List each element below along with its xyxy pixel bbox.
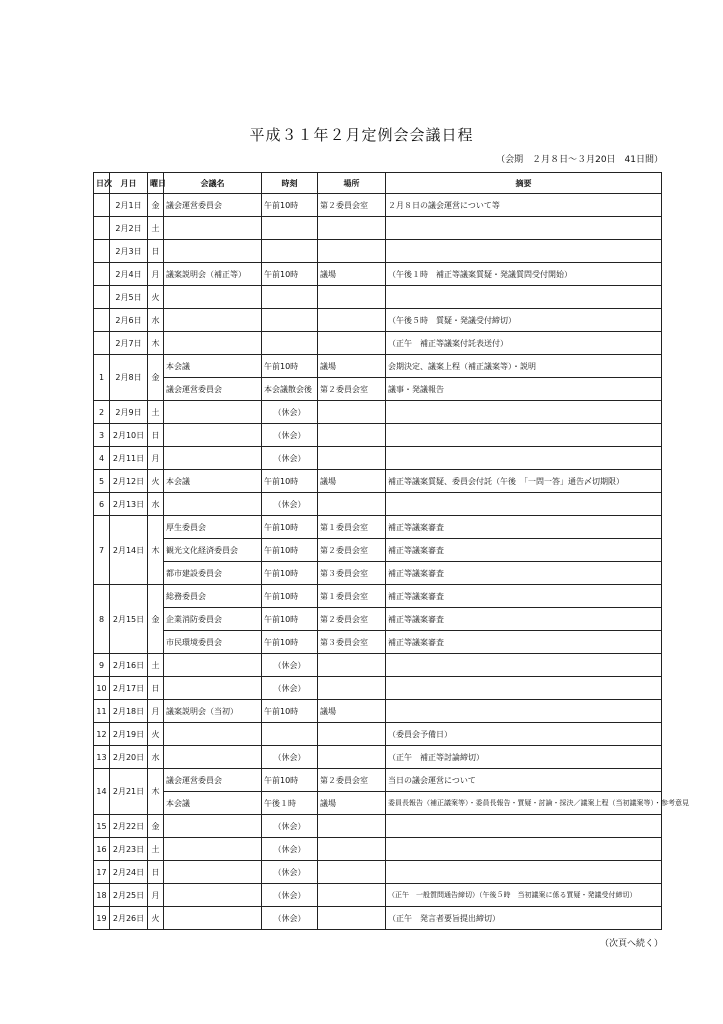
cell-note: （午後１時 補正等議案質疑・発議質問受付開始） [386,263,662,286]
cell-meeting [164,493,262,516]
cell-dow: 木 [148,332,164,355]
header-dow: 曜日 [148,173,164,194]
cell-date: 2月23日 [110,838,148,861]
cell-date: 2月10日 [110,424,148,447]
cell-time: （休会） [262,493,318,516]
cell-day [94,194,110,217]
cell-day: 6 [94,493,110,516]
table-row [94,355,662,378]
cell-dow: 土 [148,401,164,424]
cell-dow: 火 [148,470,164,493]
cell-place [318,286,386,309]
cell-date: 2月9日 [110,401,148,424]
cell-date: 2月22日 [110,815,148,838]
document-title: 平成３１年２月定例会会議日程 [249,126,474,144]
cell-note [386,493,662,516]
cell-day: 17 [94,861,110,884]
cell-date: 2月2日 [110,217,148,240]
cell-date: 2月13日 [110,493,148,516]
cell-note [386,677,662,700]
cell-day: 12 [94,723,110,746]
cell-place [318,447,386,470]
cell-date: 2月24日 [110,861,148,884]
header-place: 場所 [318,173,386,194]
cell-place [318,240,386,263]
table-row [94,194,662,217]
cell-time: 午後１時 [262,792,318,815]
cell-time [262,332,318,355]
cell-date: 2月4日 [110,263,148,286]
table-row [94,470,662,493]
cell-place [318,723,386,746]
cell-time: （休会） [262,907,318,930]
cell-day: 9 [94,654,110,677]
cell-dow: 金 [148,194,164,217]
cell-time: （休会） [262,677,318,700]
table-header-row [94,173,662,194]
cell-meeting [164,424,262,447]
cell-time: 午前10時 [262,562,318,585]
cell-date: 2月11日 [110,447,148,470]
cell-dow: 金 [148,355,164,401]
cell-place: 議場 [318,470,386,493]
cell-note [386,861,662,884]
cell-meeting: 都市建設委員会 [164,562,262,585]
cell-meeting: 市民環境委員会 [164,631,262,654]
cell-meeting [164,815,262,838]
cell-day: 11 [94,700,110,723]
cell-note: 会期決定、議案上程（補正議案等）・説明 [386,355,662,378]
cell-note: （正午 一般質問通告締切）（午後５時 当初議案に係る質疑・発議受付締切） [386,884,662,907]
cell-day: 3 [94,424,110,447]
cell-note [386,838,662,861]
cell-dow: 水 [148,493,164,516]
table-row [94,907,662,930]
table-row [94,746,662,769]
cell-place: 第３委員会室 [318,562,386,585]
header-note: 摘要 [386,173,662,194]
cell-place: 議場 [318,792,386,815]
cell-note: （午後５時 質疑・発議受付締切） [386,309,662,332]
table-row [94,309,662,332]
cell-note: 補正等議案審査 [386,585,662,608]
cell-place [318,861,386,884]
cell-time: （休会） [262,654,318,677]
cell-note: 補正等議案審査 [386,631,662,654]
cell-day: 18 [94,884,110,907]
cell-date: 2月6日 [110,309,148,332]
table-row [94,286,662,309]
cell-place [318,884,386,907]
cell-date: 2月20日 [110,746,148,769]
cell-time: 午前10時 [262,263,318,286]
cell-day [94,217,110,240]
cell-dow: 月 [148,447,164,470]
cell-day: 10 [94,677,110,700]
cell-time: 午前10時 [262,539,318,562]
cell-dow: 日 [148,677,164,700]
cell-meeting [164,447,262,470]
cell-note: （正午 発言者要旨提出締切） [386,907,662,930]
cell-meeting [164,217,262,240]
cell-time: （休会） [262,746,318,769]
cell-dow: 水 [148,309,164,332]
cell-place [318,815,386,838]
cell-place: 第１委員会室 [318,585,386,608]
cell-meeting [164,884,262,907]
cell-time [262,309,318,332]
cell-note: 議事・発議報告 [386,378,662,401]
schedule-table [93,172,689,930]
table-row [94,723,662,746]
cell-dow: 土 [148,217,164,240]
table-row [94,378,662,401]
cell-meeting [164,677,262,700]
cell-date: 2月17日 [110,677,148,700]
cell-dow: 日 [148,424,164,447]
cell-dow: 月 [148,263,164,286]
cell-place: 議場 [318,700,386,723]
cell-time: （休会） [262,884,318,907]
cell-date: 2月19日 [110,723,148,746]
cell-date: 2月1日 [110,194,148,217]
cell-day [94,309,110,332]
cell-time: （休会） [262,838,318,861]
cell-meeting [164,723,262,746]
cell-time: 午前10時 [262,194,318,217]
cell-day [94,263,110,286]
cell-place: 第２委員会室 [318,769,386,792]
cell-place [318,424,386,447]
cell-meeting [164,907,262,930]
cell-date: 2月7日 [110,332,148,355]
table-row [94,838,662,861]
table-row [94,884,662,907]
header-date: 月日 [110,173,148,194]
cell-meeting: 本会議 [164,470,262,493]
table-row [94,677,662,700]
cell-note: ２月８日の議会運営について等 [386,194,662,217]
cell-note: 補正等議案質疑、委員会付託（午後 「一問一答」通告〆切期限） [386,470,662,493]
table-row [94,861,662,884]
cell-time: 午前10時 [262,700,318,723]
cell-note [386,447,662,470]
cell-day: 2 [94,401,110,424]
header-day: 日次 [94,173,110,194]
cell-day: 14 [94,769,110,815]
table-row [94,700,662,723]
table-row [94,631,662,654]
cell-time: 午前10時 [262,631,318,654]
cell-date: 2月14日 [110,516,148,585]
header-meeting: 会議名 [164,173,262,194]
cell-meeting [164,838,262,861]
cell-time: （休会） [262,424,318,447]
table-row [94,769,662,792]
cell-day: 7 [94,516,110,585]
table-row [94,263,662,286]
cell-meeting: 議会運営委員会 [164,378,262,401]
cell-time: （休会） [262,861,318,884]
cell-day: 13 [94,746,110,769]
cell-note: （委員会予備日） [386,723,662,746]
table-row [94,516,662,539]
cell-day: 4 [94,447,110,470]
cell-time: （休会） [262,447,318,470]
cell-date: 2月12日 [110,470,148,493]
cell-time: 本会議散会後 [262,378,318,401]
continued-note: （次頁へ続く） [599,939,663,949]
cell-dow: 火 [148,286,164,309]
table-row [94,217,662,240]
cell-note: 委員長報告（補正議案等）・委員長報告・質疑・討論・採決／議案上程（当初議案等）・参考意見 [386,792,662,815]
cell-place: 第２委員会室 [318,539,386,562]
cell-dow: 日 [148,861,164,884]
cell-day [94,286,110,309]
cell-note: 補正等議案審査 [386,539,662,562]
cell-place: 第２委員会室 [318,378,386,401]
cell-place [318,401,386,424]
cell-dow: 水 [148,746,164,769]
cell-note [386,217,662,240]
cell-place: 第２委員会室 [318,608,386,631]
cell-date: 2月5日 [110,286,148,309]
cell-place: 第３委員会室 [318,631,386,654]
cell-dow: 月 [148,884,164,907]
cell-note: （正午 補正等討論締切） [386,746,662,769]
cell-place: 議場 [318,263,386,286]
cell-dow: 木 [148,769,164,815]
cell-meeting: 厚生委員会 [164,516,262,539]
cell-note: 補正等議案審査 [386,516,662,539]
cell-meeting [164,746,262,769]
cell-time: 午前10時 [262,585,318,608]
cell-meeting: 議会運営委員会 [164,194,262,217]
cell-dow: 日 [148,240,164,263]
cell-time: 午前10時 [262,470,318,493]
cell-place [318,309,386,332]
cell-meeting: 本会議 [164,355,262,378]
cell-dow: 火 [148,907,164,930]
cell-time [262,286,318,309]
cell-place: 議場 [318,355,386,378]
cell-place [318,332,386,355]
cell-dow: 木 [148,516,164,585]
cell-time: 午前10時 [262,355,318,378]
cell-note [386,424,662,447]
cell-day: 1 [94,355,110,401]
cell-note [386,815,662,838]
cell-note [386,654,662,677]
cell-day: 8 [94,585,110,654]
cell-meeting: 議案説明会（当初） [164,700,262,723]
cell-time: 午前10時 [262,608,318,631]
cell-day [94,332,110,355]
cell-note [386,700,662,723]
table-row [94,539,662,562]
cell-day: 19 [94,907,110,930]
cell-note [386,240,662,263]
cell-note: （正午 補正等議案付託表送付） [386,332,662,355]
cell-place [318,838,386,861]
schedule-body [94,194,689,930]
table-row [94,608,662,631]
cell-time [262,217,318,240]
cell-meeting [164,861,262,884]
cell-time: 午前10時 [262,769,318,792]
cell-meeting [164,332,262,355]
cell-date: 2月26日 [110,907,148,930]
cell-note: 当日の議会運営について [386,769,662,792]
cell-date: 2月8日 [110,355,148,401]
table-row [94,654,662,677]
cell-date: 2月18日 [110,700,148,723]
cell-day: 16 [94,838,110,861]
cell-meeting: 企業消防委員会 [164,608,262,631]
cell-time [262,723,318,746]
table-row [94,792,662,815]
cell-dow: 金 [148,815,164,838]
cell-day [94,240,110,263]
cell-time: （休会） [262,815,318,838]
cell-place [318,217,386,240]
table-row [94,332,662,355]
cell-place [318,907,386,930]
cell-dow: 金 [148,585,164,654]
cell-meeting: 観光文化経済委員会 [164,539,262,562]
cell-day: 5 [94,470,110,493]
cell-place [318,493,386,516]
cell-date: 2月25日 [110,884,148,907]
table-row [94,401,662,424]
cell-meeting: 本会議 [164,792,262,815]
cell-note: 補正等議案審査 [386,562,662,585]
cell-note: 補正等議案審査 [386,608,662,631]
cell-note [386,401,662,424]
table-row [94,562,662,585]
cell-note [386,286,662,309]
cell-place [318,677,386,700]
cell-date: 2月15日 [110,585,148,654]
cell-place: 第１委員会室 [318,516,386,539]
cell-date: 2月21日 [110,769,148,815]
cell-dow: 土 [148,838,164,861]
session-period: （会期 ２月８日～３月20日 41日間） [496,155,663,165]
cell-place: 第２委員会室 [318,194,386,217]
cell-meeting [164,654,262,677]
cell-time [262,240,318,263]
cell-meeting [164,286,262,309]
cell-meeting [164,401,262,424]
table-row [94,585,662,608]
cell-meeting: 議会運営委員会 [164,769,262,792]
cell-meeting [164,240,262,263]
cell-meeting: 議案説明会（補正等） [164,263,262,286]
cell-dow: 火 [148,723,164,746]
cell-time: 午前10時 [262,516,318,539]
cell-place [318,746,386,769]
table-row [94,815,662,838]
cell-date: 2月3日 [110,240,148,263]
table-row [94,447,662,470]
cell-dow: 月 [148,700,164,723]
cell-time: （休会） [262,401,318,424]
cell-day: 15 [94,815,110,838]
table-row [94,424,662,447]
table-row [94,240,662,263]
cell-meeting: 総務委員会 [164,585,262,608]
cell-meeting [164,309,262,332]
header-time: 時刻 [262,173,318,194]
table-row [94,493,662,516]
cell-place [318,654,386,677]
cell-date: 2月16日 [110,654,148,677]
cell-dow: 土 [148,654,164,677]
